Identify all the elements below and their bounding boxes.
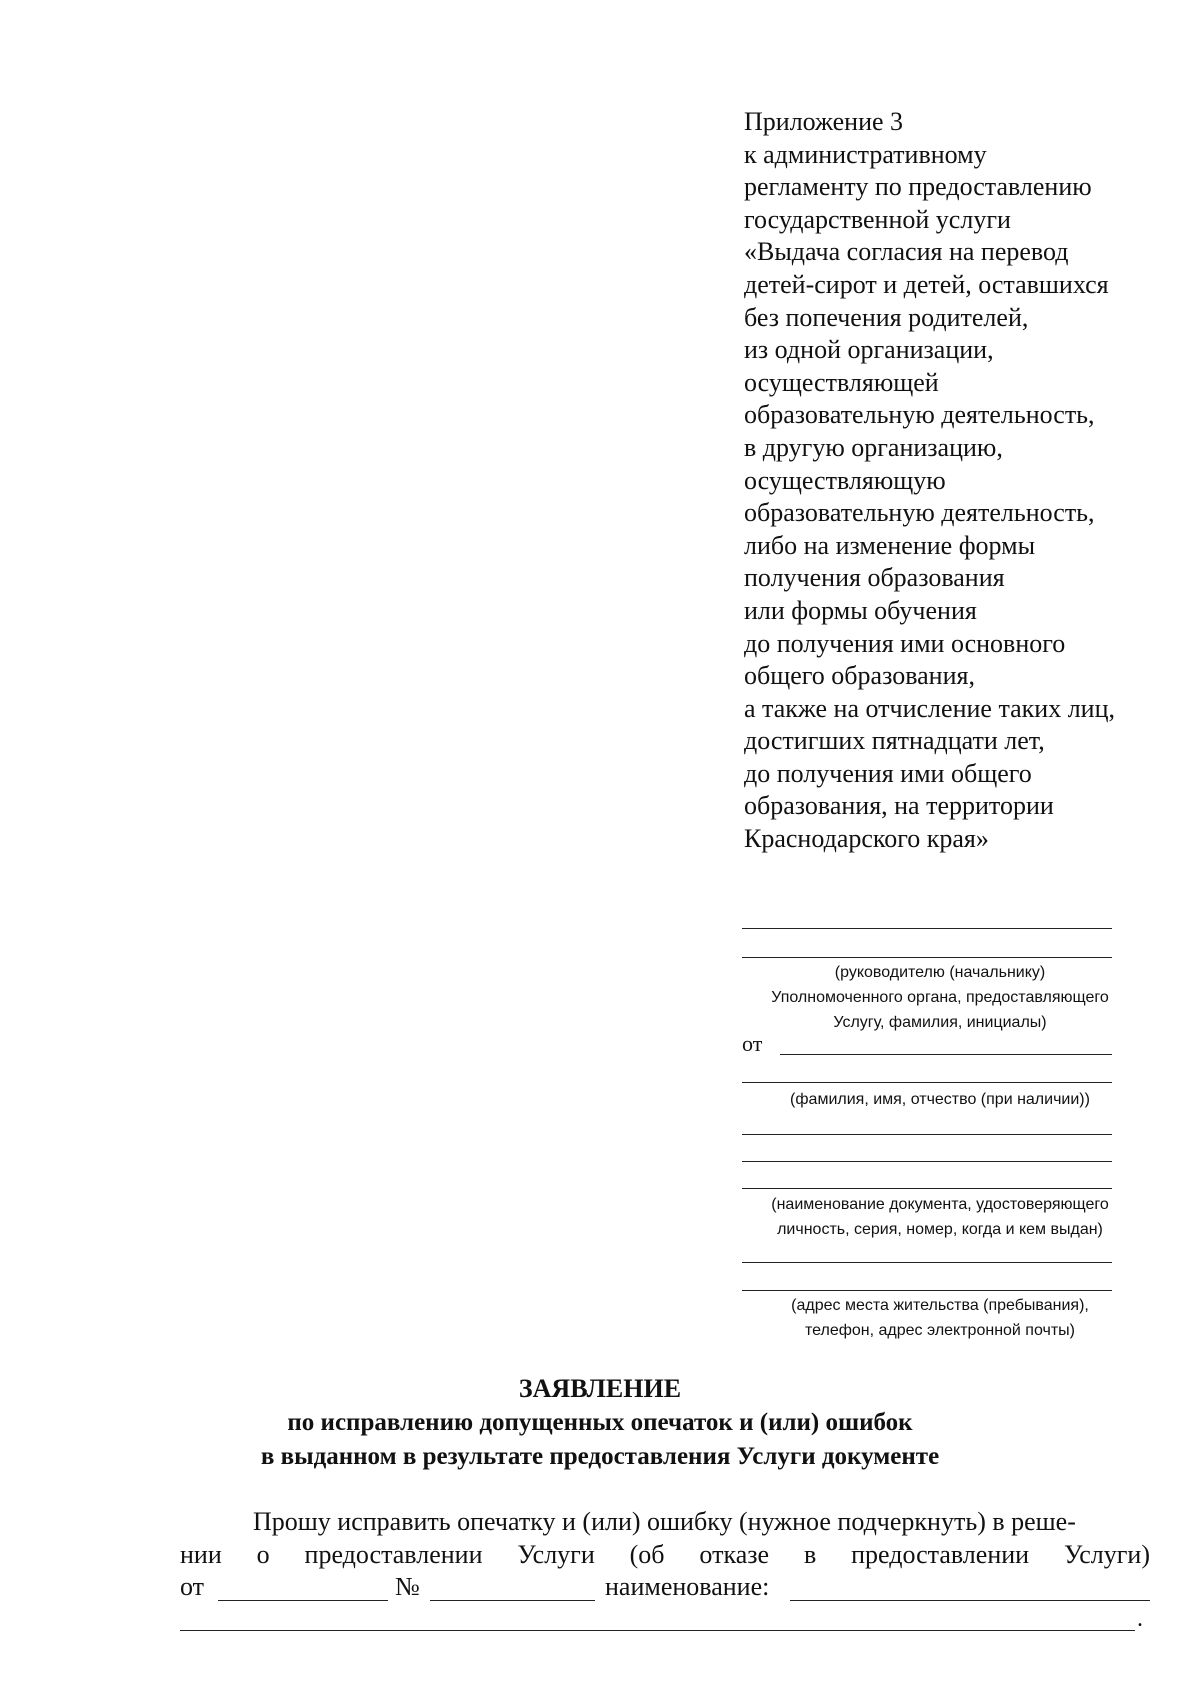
appendix-line: в другую организацию, xyxy=(744,432,1003,462)
appendix-line: общего образования, xyxy=(744,661,975,691)
identity-document-caption: (наименование документа, удостоверяющего личность, серия, номер, когда и кем выдан) xyxy=(771,1196,1109,1238)
appendix-line: без попечения родителей, xyxy=(744,302,1029,332)
decision-details-row xyxy=(180,1572,1150,1602)
appendix-line: Приложение 3 xyxy=(744,107,904,136)
document-title: ЗАЯВЛЕНИЕ xyxy=(518,1374,682,1403)
appendix-line: Краснодарского края» xyxy=(744,824,989,854)
appendix-line: «Выдача согласия на перевод xyxy=(744,237,1069,267)
decision-number-label: № xyxy=(395,1572,420,1601)
appendix-line: регламенту по предоставлению xyxy=(744,172,1092,202)
appendix-line: получения образования xyxy=(744,563,1005,593)
appendix-line: до получения ими основного xyxy=(744,628,1066,658)
address-field[interactable] xyxy=(742,1290,1112,1291)
decision-date-field[interactable] xyxy=(218,1600,388,1601)
applicant-name-field[interactable] xyxy=(742,1082,1112,1083)
addressee-blank-line[interactable] xyxy=(742,957,1112,958)
from-label: от xyxy=(742,1031,763,1056)
address-field[interactable] xyxy=(742,1262,1112,1263)
appendix-line: образовательную деятельность, xyxy=(744,400,1095,430)
appendix-line: либо на изменение формы xyxy=(744,530,1036,560)
appendix-line: а также на отчисление таких лиц, xyxy=(744,693,1116,723)
appendix-line: детей-сирот и детей, оставшихся xyxy=(744,269,1109,299)
document-subtitle: в выданном в результате предоставления Услуги документе xyxy=(260,1443,940,1470)
identity-document-field[interactable] xyxy=(742,1161,1112,1162)
decision-name-label: наименование: xyxy=(605,1572,770,1601)
appendix-line: или формы обучения xyxy=(744,595,977,625)
appendix-line: из одной организации, xyxy=(744,335,994,365)
decision-from-label: от xyxy=(180,1572,205,1601)
appendix-line: до получения ими общего xyxy=(744,758,1032,788)
appendix-header xyxy=(744,106,1164,856)
request-text-line: нии о предоставлении Услуги (об отказе в предоставлении Услуги) xyxy=(180,1540,1150,1569)
addressee-blank-line[interactable] xyxy=(742,928,1112,929)
addressee-head-caption: (руководителю (начальнику) Уполномоченного органа, предоставляющего Услугу, фамилия, инициалы) xyxy=(771,964,1109,1031)
appendix-line: к административному xyxy=(744,139,987,169)
appendix-line: осуществляющую xyxy=(744,465,946,495)
applicant-name-caption: (фамилия, имя, отчество (при наличии)) xyxy=(790,1091,1090,1108)
decision-name-field[interactable] xyxy=(790,1600,1150,1601)
end-mark: . xyxy=(1137,1606,1143,1632)
identity-document-field[interactable] xyxy=(742,1134,1112,1135)
request-text-line: Прошу исправить опечатку и (или) ошибку (нужное подчеркнуть) в реше- xyxy=(253,1507,1076,1536)
identity-document-field[interactable] xyxy=(742,1188,1112,1189)
appendix-line: образования, на территории xyxy=(744,791,1054,821)
decision-number-field[interactable] xyxy=(430,1600,595,1601)
decision-name-field-continued[interactable] xyxy=(180,1630,1135,1631)
appendix-line: достигших пятнадцати лет, xyxy=(744,726,1045,756)
appendix-line: государственной услуги xyxy=(744,204,1011,234)
applicant-name-field[interactable] xyxy=(780,1054,1112,1055)
appendix-line: образовательную деятельность, xyxy=(744,498,1095,528)
address-caption: (адрес места жительства (пребывания), телефон, адрес электронной почты) xyxy=(791,1297,1089,1339)
appendix-line: осуществляющей xyxy=(744,367,939,397)
document-subtitle: по исправлению допущенных опечаток и (или) ошибок xyxy=(287,1409,913,1436)
